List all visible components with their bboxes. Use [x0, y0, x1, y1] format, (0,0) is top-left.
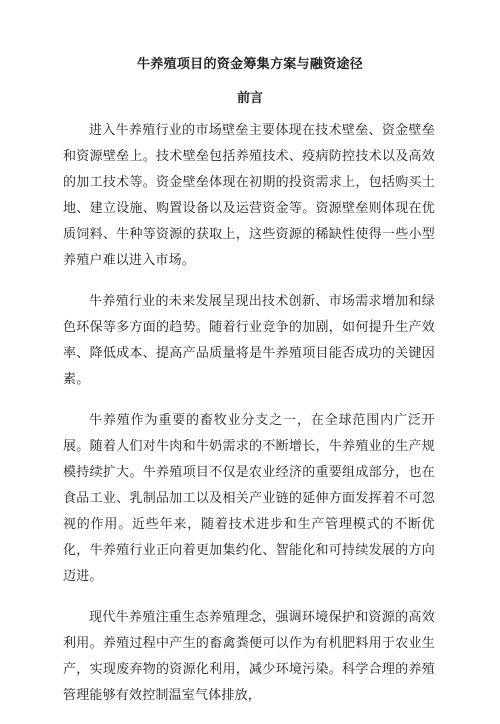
document-body [63, 118, 435, 724]
paragraph-2: 牛养殖行业的未来发展呈现出技术创新、市场需求增加和绿色环保等多方面的趋势。随着行业竞争的加剧，如何提升生产效率、降低成本、提高产品质量将是牛养殖项目能否成功的关键因素。 [63, 294, 435, 387]
paragraph-3: 牛养殖作为重要的畜牧业分支之一，在全球范围内广泛开展。随着人们对牛肉和牛奶需求的不断增长，牛养殖业的生产规模持续扩大。牛养殖项目不仅是农业经济的重要组成部分，也在食品工业、乳制品加工以及相关产业链的延伸方面发挥着不可忽视的作用。近些年来，随着技术进步和生产管理模式的不断优化，牛养殖行业正向着更加集约化、智能化和可持续发展的方向迈进。 [63, 413, 435, 584]
paragraph-4: 现代牛养殖注重生态养殖理念，强调环境保护和资源的高效利用。养殖过程中产生的畜禽粪便可以作为有机肥料用于农业生产，实现废弃物的资源化利用，减少环境污染。科学合理的养殖管理能够有效控制温室气体排放， [63, 610, 435, 703]
document-title: 牛养殖项目的资金筹集方案与融资途径 [136, 57, 364, 72]
paragraph-1: 进入牛养殖行业的市场壁垒主要体现在技术壁垒、资金壁垒和资源壁垒上。技术壁垒包括养殖技术、疫病防控技术以及高效的加工技术等。资金壁垒体现在初期的投资需求上，包括购买土地、建立设施、购置设备以及运营资金等。资源壁垒则体现在优质饲料、牛种等资源的获取上，这些资源的稀缺性使得一些小型养殖户难以进入市场。 [63, 123, 435, 268]
section-heading: 前言 [236, 91, 263, 106]
